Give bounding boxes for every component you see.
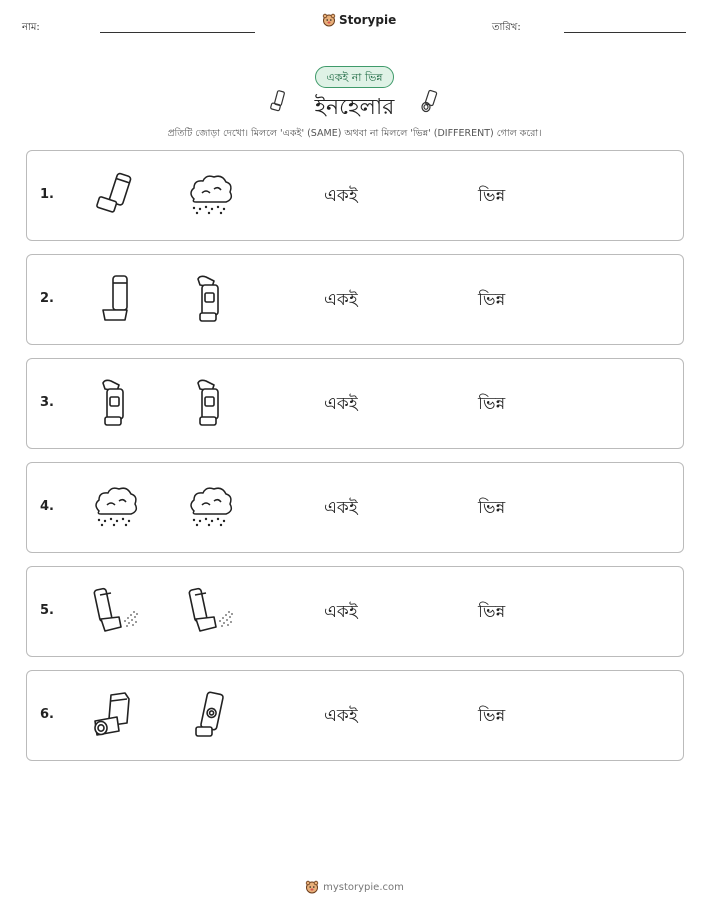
pair-row-5	[26, 566, 684, 657]
date-field[interactable]	[564, 32, 686, 33]
inhaler-angled-icon	[89, 377, 141, 429]
name-field[interactable]	[100, 32, 255, 33]
pair-row-3	[26, 358, 684, 449]
date-label: তারিখ:	[492, 22, 521, 33]
title-inhaler-right-icon	[418, 88, 442, 114]
row-number: 5.	[40, 603, 54, 618]
pair-row-4	[26, 462, 684, 553]
inhaler-upright-icon	[89, 273, 141, 325]
different-option[interactable]: ভিন্ন	[478, 186, 506, 206]
name-label: নাম:	[22, 22, 40, 33]
inhaler-angled-icon	[184, 377, 236, 429]
instruction-text: প্রতিটি জোড়া দেখো। মিললে 'একই' (SAME) অথবা না মিললে 'ভিন্ন' (DIFFERENT) গোল করো।	[167, 128, 542, 139]
footer	[0, 880, 709, 894]
row-number: 1.	[40, 187, 54, 202]
same-option[interactable]: একই	[324, 186, 358, 206]
same-option[interactable]: একই	[324, 290, 358, 310]
inhaler-3d-icon	[89, 689, 141, 741]
same-option[interactable]: একই	[324, 394, 358, 414]
different-option[interactable]: ভিন্ন	[478, 394, 506, 414]
footer-url[interactable]: mystorypie.com	[323, 881, 404, 893]
activity-badge: একই না ভিন্ন	[315, 66, 394, 88]
different-option[interactable]: ভিন্ন	[478, 498, 506, 518]
pair-row-6	[26, 670, 684, 761]
pair-row-1	[26, 150, 684, 241]
different-option[interactable]: ভিন্ন	[478, 290, 506, 310]
inhaler-spray-icon	[184, 585, 236, 637]
row-number: 6.	[40, 707, 54, 722]
row-number: 4.	[40, 499, 54, 514]
page-title: ইনহেলার	[314, 95, 395, 120]
inhaler-spray-icon	[89, 585, 141, 637]
different-option[interactable]: ভিন্ন	[478, 706, 506, 726]
inhaler-angled-icon	[184, 273, 236, 325]
cloud-puff-icon	[184, 481, 236, 533]
brand-name: Storypie	[339, 13, 397, 27]
inhaler-dial-icon	[184, 689, 236, 741]
same-option[interactable]: একই	[324, 498, 358, 518]
same-option[interactable]: একই	[324, 602, 358, 622]
row-number: 3.	[40, 395, 54, 410]
row-number: 2.	[40, 291, 54, 306]
storypie-mascot-icon	[305, 880, 319, 894]
same-option[interactable]: একই	[324, 706, 358, 726]
inhaler-tilted-icon	[89, 169, 141, 221]
storypie-mascot-icon	[322, 13, 336, 27]
different-option[interactable]: ভিন্ন	[478, 602, 506, 622]
pair-row-2	[26, 254, 684, 345]
cloud-puff-icon	[184, 169, 236, 221]
brand-logo	[322, 13, 396, 27]
cloud-puff-icon	[89, 481, 141, 533]
